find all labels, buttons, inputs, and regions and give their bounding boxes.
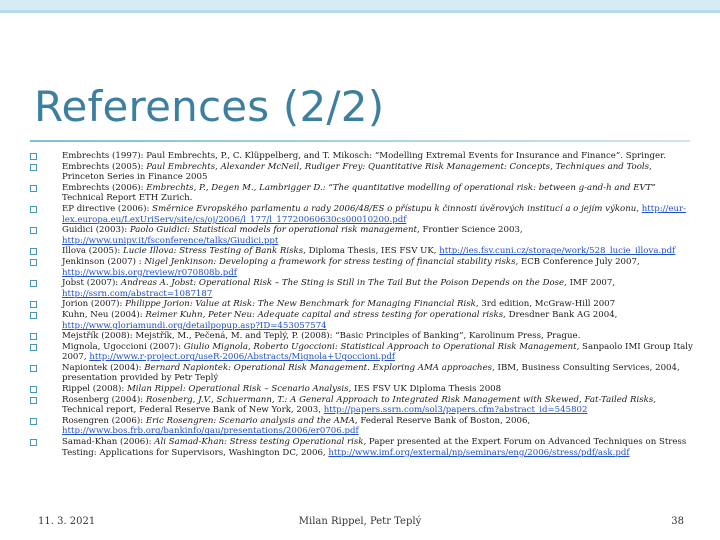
square-bullet-icon xyxy=(30,365,37,372)
top-decoration-stripe xyxy=(0,0,720,10)
square-bullet-icon xyxy=(30,153,37,160)
reference-lead: Embrechts (2005): xyxy=(62,161,147,172)
reference-item xyxy=(30,342,695,363)
reference-link[interactable]: http://www.bis.org/review/r070808b.pdf xyxy=(62,267,237,278)
reference-title: Embrechts, P., Degen M., Lambrigger D.: “The quantitative modelling of operational risk: between g-and-h and EVT” xyxy=(146,182,656,193)
footer-page-number: 38 xyxy=(671,516,684,527)
reference-details: IBM, Business Consulting Services, 2004, presentation provided by Petr Teplý xyxy=(62,362,680,384)
reference-title: Andreas A. Jobst: Operational Risk – The Sting is Still in The Tail But the Poison Depends on the Dose, xyxy=(120,278,567,289)
reference-title: Paolo Guidici: Statistical models for operational risk management xyxy=(129,225,417,236)
references-list xyxy=(30,151,695,458)
reference-lead: Napiontek (2004): xyxy=(62,362,145,373)
reference-lead: Embrechts (1997): Paul Embrechts, P., C. Klüppelberg, and T. Mikosch: “Modelling Extremal Events for Insurance and Finance”. Springer. xyxy=(62,151,667,161)
footer-authors: Milan Rippel, Petr Teplý xyxy=(298,516,422,527)
reference-title: Směrnice Evropského parlamentu a rady 2006/48/ES o přístupu k činnosti úvěrových institucí a o jejím výkonu, xyxy=(152,203,640,214)
reference-title: Ali Samad-Khan: Stress testing Operational risk, xyxy=(154,437,367,448)
reference-details: IMF 2007, xyxy=(566,278,616,289)
reference-item xyxy=(30,299,695,310)
reference-link[interactable]: http://www.bos.frb.org/bankinfo/qau/presentations/2006/er0706.pdf xyxy=(62,426,359,437)
reference-details: , 3rd edition, McGraw-Hill 2007 xyxy=(475,299,616,310)
reference-lead: Jenkinson (2007) : xyxy=(62,256,145,267)
reference-details: Princeton Series in Finance 2005 xyxy=(62,172,208,183)
reference-lead: Rosenberg (2004): xyxy=(62,394,146,405)
reference-item xyxy=(30,310,695,331)
reference-link[interactable]: http://ies.fsv.cuni.cz/storage/work/528_lucie_illova.pdf xyxy=(439,246,676,257)
reference-item xyxy=(30,183,695,204)
reference-link[interactable]: http://ssrn.com/abstract=1087187 xyxy=(62,288,213,299)
reference-title: Bernard Napiontek: Operational Risk Management. Exploring AMA approaches, xyxy=(144,362,495,373)
reference-details: ECB Conference July 2007, xyxy=(518,256,640,267)
square-bullet-icon xyxy=(30,206,37,213)
reference-lead: Jorion (2007): xyxy=(62,299,126,310)
reference-title: Milan Rippel: Operational Risk – Scenario Analysis, xyxy=(127,384,352,395)
reference-item xyxy=(30,416,695,437)
square-bullet-icon xyxy=(30,185,37,192)
reference-item xyxy=(30,437,695,458)
reference-lead: Rippel (2008): xyxy=(62,384,127,395)
square-bullet-icon xyxy=(30,301,37,308)
reference-details: Paper presented at the Expert Forum on Advanced Techniques on Stress Testing: Applications for Supervisors, Washington DC, 2006, xyxy=(62,437,687,458)
reference-item xyxy=(30,151,695,162)
square-bullet-icon xyxy=(30,418,37,425)
reference-item xyxy=(30,246,695,257)
reference-title: Lucie Illova: Stress Testing of Bank Risks xyxy=(122,246,304,257)
reference-item xyxy=(30,395,695,416)
square-bullet-icon xyxy=(30,227,37,234)
reference-details: Sanpaolo IMI Group Italy 2007, xyxy=(62,341,693,363)
reference-title: Paul Embrechts, Alexander McNeil, Rudiger Frey: Quantitative Risk Management: Concepts, Techniques and Tools, xyxy=(146,161,652,172)
reference-lead: Mejstřík (2008): Mejstřík, M., Pečená, M. and Teplý, P. (2008): “Basic Principles of Banking”, Karolinum Press, Prague. xyxy=(62,331,581,342)
reference-item xyxy=(30,278,695,299)
reference-item xyxy=(30,225,695,246)
reference-title: Reimer Kuhn, Peter Neu: Adequate capital and stress testing for operational risks, xyxy=(145,309,506,320)
square-bullet-icon xyxy=(30,164,37,171)
reference-title: Nigel Jenkinson: Developing a framework for stress testing of financial stability risks, xyxy=(144,256,519,267)
reference-title: Rosenberg, J.V., Schuermann, T.: A General Approach to Integrated Risk Management with Skewed, Fat-Tailed Risks, xyxy=(145,394,657,405)
reference-details: IES FSV UK Diploma Thesis 2008 xyxy=(351,384,502,395)
reference-item xyxy=(30,331,695,342)
reference-lead: Samad-Khan (2006): xyxy=(62,437,155,448)
reference-details: , Diploma Thesis, IES FSV UK, xyxy=(303,246,440,257)
reference-title: Eric Rosengren: Scenario analysis and the AMA xyxy=(145,415,355,426)
reference-lead: Mignola, Ugoccioni (2007): xyxy=(62,341,184,352)
reference-item xyxy=(30,363,695,384)
footer-date: 11. 3. 2021 xyxy=(38,516,96,527)
square-bullet-icon xyxy=(30,439,37,446)
square-bullet-icon xyxy=(30,386,37,393)
title-underline xyxy=(30,140,690,142)
reference-item xyxy=(30,384,695,395)
reference-lead: Guidici (2003): xyxy=(62,225,130,236)
reference-lead: EP directive (2006): xyxy=(62,203,153,214)
reference-item xyxy=(30,204,695,225)
reference-lead: Embrechts (2006): xyxy=(62,182,147,193)
reference-link[interactable]: http://www.unipv.it/fsconference/talks/Giudici.ppt xyxy=(62,235,279,246)
reference-lead: Kuhn, Neu (2004): xyxy=(62,309,146,320)
reference-item xyxy=(30,162,695,183)
reference-details: Dresdner Bank AG 2004, xyxy=(505,309,618,320)
reference-link[interactable]: http://eur-lex.europa.eu/LexUriServ/site/cs/oj/2006/l_177/l_17720060630cs00010200.pdf xyxy=(62,203,687,225)
reference-details: , Federal Reserve Bank of Boston, 2006, xyxy=(354,415,531,426)
reference-lead: Jobst (2007): xyxy=(62,278,121,289)
slide-title: References (2/2) xyxy=(34,82,385,131)
square-bullet-icon xyxy=(30,397,37,404)
reference-title: Philippe Jorion: Value at Risk: The New Benchmark for Managing Financial Risk xyxy=(125,299,476,310)
reference-details: Technical Report ETH Zurich. xyxy=(62,193,193,204)
square-bullet-icon xyxy=(30,280,37,287)
reference-details: , Frontier Science 2003, xyxy=(416,225,523,236)
square-bullet-icon xyxy=(30,248,37,255)
reference-lead: Rosengren (2006): xyxy=(62,415,146,426)
reference-lead: Illova (2005): xyxy=(62,246,123,257)
reference-item xyxy=(30,257,695,278)
reference-title: Giulio Mignola, Roberto Ugoccioni: Statistical Approach to Operational Risk Management, xyxy=(183,341,580,352)
square-bullet-icon xyxy=(30,333,37,340)
square-bullet-icon xyxy=(30,344,37,351)
reference-link[interactable]: http://www.imf.org/external/np/seminars/eng/2006/stress/pdf/ask.pdf xyxy=(328,447,630,458)
square-bullet-icon xyxy=(30,312,37,319)
top-decoration-line xyxy=(0,10,720,13)
reference-link[interactable]: http://www.gloriamundi.org/detailpopup.asp?ID=453057574 xyxy=(62,320,327,331)
reference-link[interactable]: http://www.r-project.org/useR-2006/Abstracts/Mignola+Ugoccioni.pdf xyxy=(89,352,396,363)
reference-link[interactable]: http://papers.ssrn.com/sol3/papers.cfm?abstract_id=545802 xyxy=(323,405,588,416)
reference-details: Technical report, Federal Reserve Bank of New York, 2003, xyxy=(62,405,324,416)
square-bullet-icon xyxy=(30,259,37,266)
